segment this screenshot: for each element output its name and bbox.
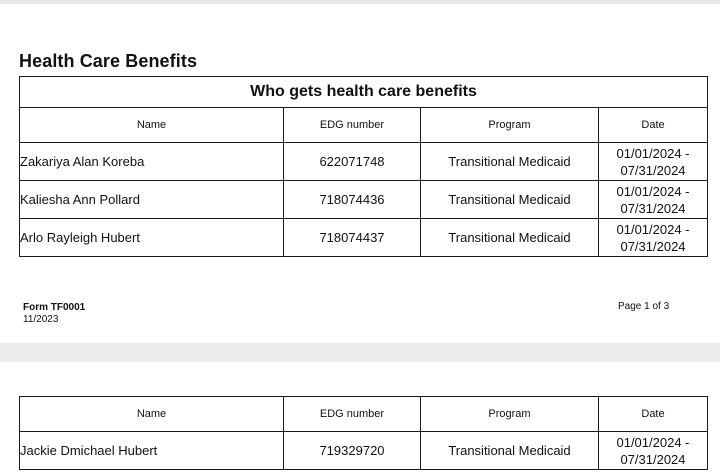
table-header-row — [20, 397, 708, 432]
page-number: Page 1 of 3 — [618, 301, 670, 312]
column-header-edg-number: EDG number — [284, 108, 421, 143]
table-row — [20, 181, 708, 219]
date-end: 07/31/2024 — [620, 238, 686, 254]
cell-program: Transitional Medicaid — [421, 219, 599, 257]
section-title: Health Care Benefits — [19, 51, 198, 71]
table-header-row — [20, 108, 708, 143]
cell-date — [599, 143, 708, 181]
cell-program: Transitional Medicaid — [421, 181, 599, 219]
form-footer — [23, 302, 85, 326]
table-row — [20, 432, 708, 470]
benefits-table-continued — [19, 396, 708, 470]
cell-edg-number: 622071748 — [284, 143, 421, 181]
form-id: Form TF0001 — [23, 302, 86, 313]
cell-date — [599, 219, 708, 257]
cell-name: Jackie Dmichael Hubert — [20, 432, 284, 470]
cell-edg-number: 719329720 — [284, 432, 421, 470]
date-end: 07/31/2024 — [620, 451, 686, 467]
cell-name: Arlo Rayleigh Hubert — [20, 219, 284, 257]
table-row — [20, 219, 708, 257]
date-start: 01/01/2024 - — [616, 183, 690, 199]
cell-name: Kaliesha Ann Pollard — [20, 181, 284, 219]
date-end: 07/31/2024 — [620, 200, 686, 216]
cell-edg-number: 718074437 — [284, 219, 421, 257]
benefits-table — [19, 76, 708, 257]
column-header-date: Date — [599, 397, 708, 432]
date-start: 01/01/2024 - — [616, 145, 690, 161]
cell-edg-number: 718074436 — [284, 181, 421, 219]
cell-program: Transitional Medicaid — [421, 143, 599, 181]
cell-program: Transitional Medicaid — [421, 432, 599, 470]
date-start: 01/01/2024 - — [616, 434, 690, 450]
table-row — [20, 143, 708, 181]
table-caption-row — [20, 77, 708, 108]
column-header-name: Name — [20, 108, 284, 143]
table-caption: Who gets health care benefits — [20, 77, 708, 108]
column-header-name: Name — [20, 397, 284, 432]
document-page-2 — [0, 362, 720, 474]
date-start: 01/01/2024 - — [616, 221, 690, 237]
cell-date — [599, 181, 708, 219]
form-date: 11/2023 — [23, 314, 59, 325]
cell-name: Zakariya Alan Koreba — [20, 143, 284, 181]
column-header-program: Program — [421, 108, 599, 143]
date-end: 07/31/2024 — [620, 162, 686, 178]
cell-date — [599, 432, 708, 470]
column-header-program: Program — [421, 397, 599, 432]
column-header-date: Date — [599, 108, 708, 143]
column-header-edg-number: EDG number — [284, 397, 421, 432]
